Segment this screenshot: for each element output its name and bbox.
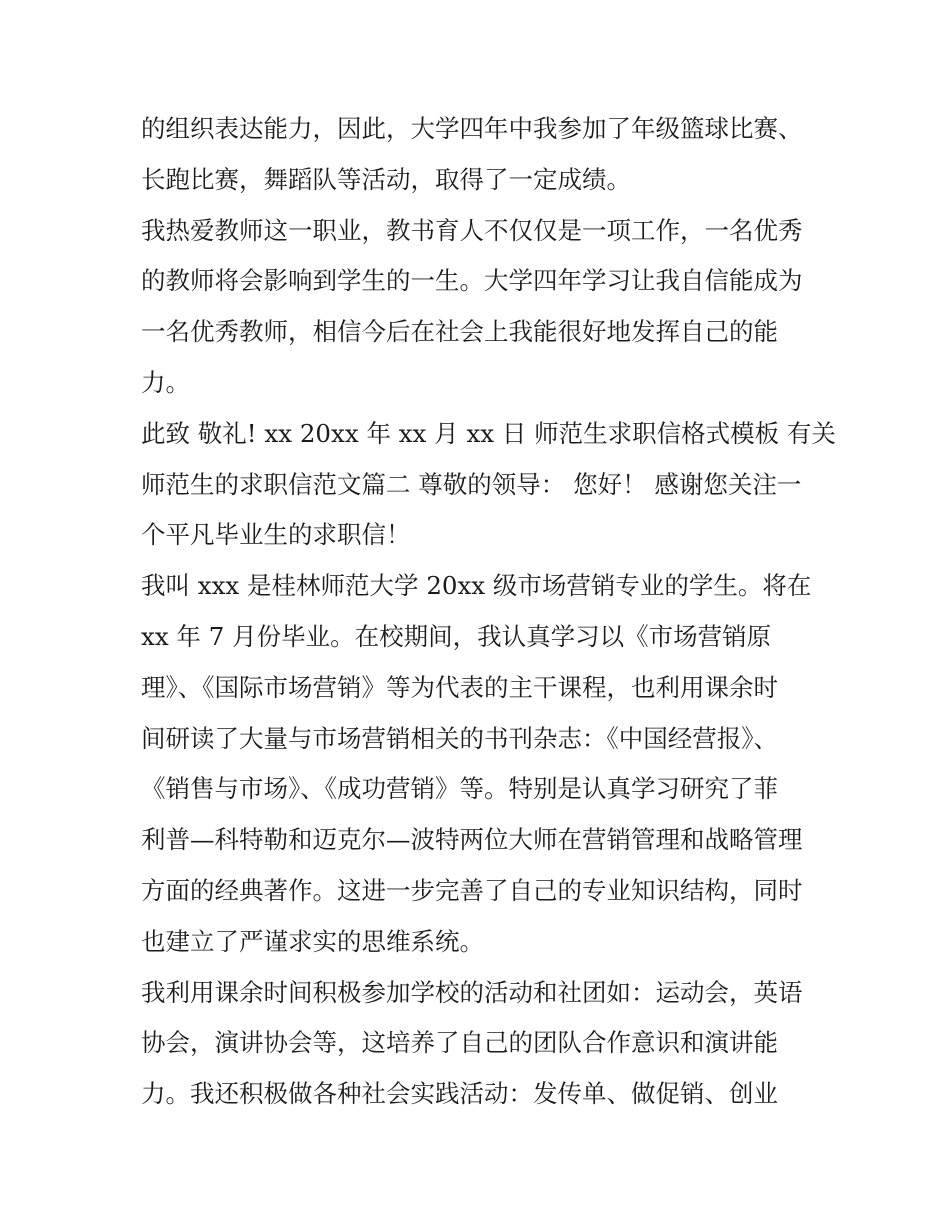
text-line: 师范生的求职信范文篇二 尊敬的领导： 您好！ 感谢您关注一 [141, 469, 802, 499]
text-line: 力。 [141, 367, 190, 397]
text-line: 利普—科特勒和迈克尔—波特两位大师在营销管理和战略管理 [141, 825, 803, 855]
text-line: 理》、《国际市场营销》等为代表的主干课程，也利用课余时 [141, 672, 778, 702]
text-line: 间研读了大量与市场营销相关的书刊杂志：《中国经营报》、 [141, 723, 778, 753]
text-line: xx 年 7 月份毕业。在校期间，我认真学习以《市场营销原 [141, 621, 772, 651]
text-line: 我热爱教师这一职业，教书育人不仅仅是一项工作，一名优秀 [141, 215, 803, 245]
text-line: 也建立了严谨求实的思维系统。 [141, 926, 484, 956]
text-line: 的教师将会影响到学生的一生。大学四年学习让我自信能成为 [141, 266, 803, 296]
text-line: 《销售与市场》、《成功营销》等。特别是认真学习研究了菲 [141, 774, 778, 804]
text-line: 力。我还积极做各种社会实践活动：发传单、做促销、创业 [141, 1079, 778, 1109]
paragraph-introduction [141, 561, 821, 967]
text-line: 协会，演讲协会等，这培养了自己的团队合作意识和演讲能 [141, 1028, 778, 1058]
text-line: 方面的经典著作。这进一步完善了自己的专业知识结构，同时 [141, 875, 803, 905]
text-line: 我利用课余时间积极参加学校的活动和社团如：运动会，英语 [141, 977, 803, 1007]
text-line: 此致 敬礼! xx 20xx 年 xx 月 xx 日 师范生求职信格式模板 有关 [141, 418, 836, 448]
text-line: 我叫 xxx 是桂林师范大学 20xx 级市场营销专业的学生。将在 [141, 571, 812, 601]
text-line: 一名优秀教师，相信今后在社会上我能很好地发挥自己的能 [141, 317, 778, 347]
text-line: 的组织表达能力，因此，大学四年中我参加了年级篮球比赛、 [141, 114, 803, 143]
paragraph-activities [141, 104, 821, 206]
text-line: 长跑比赛，舞蹈队等活动，取得了一定成绩。 [141, 164, 631, 194]
paragraph-extracurricular [141, 968, 821, 1120]
text-line: 个平凡毕业生的求职信！ [141, 520, 411, 550]
body-text [141, 104, 836, 1120]
paragraph-teaching-passion [141, 206, 821, 409]
paragraph-closing-and-second-letter [141, 409, 836, 561]
